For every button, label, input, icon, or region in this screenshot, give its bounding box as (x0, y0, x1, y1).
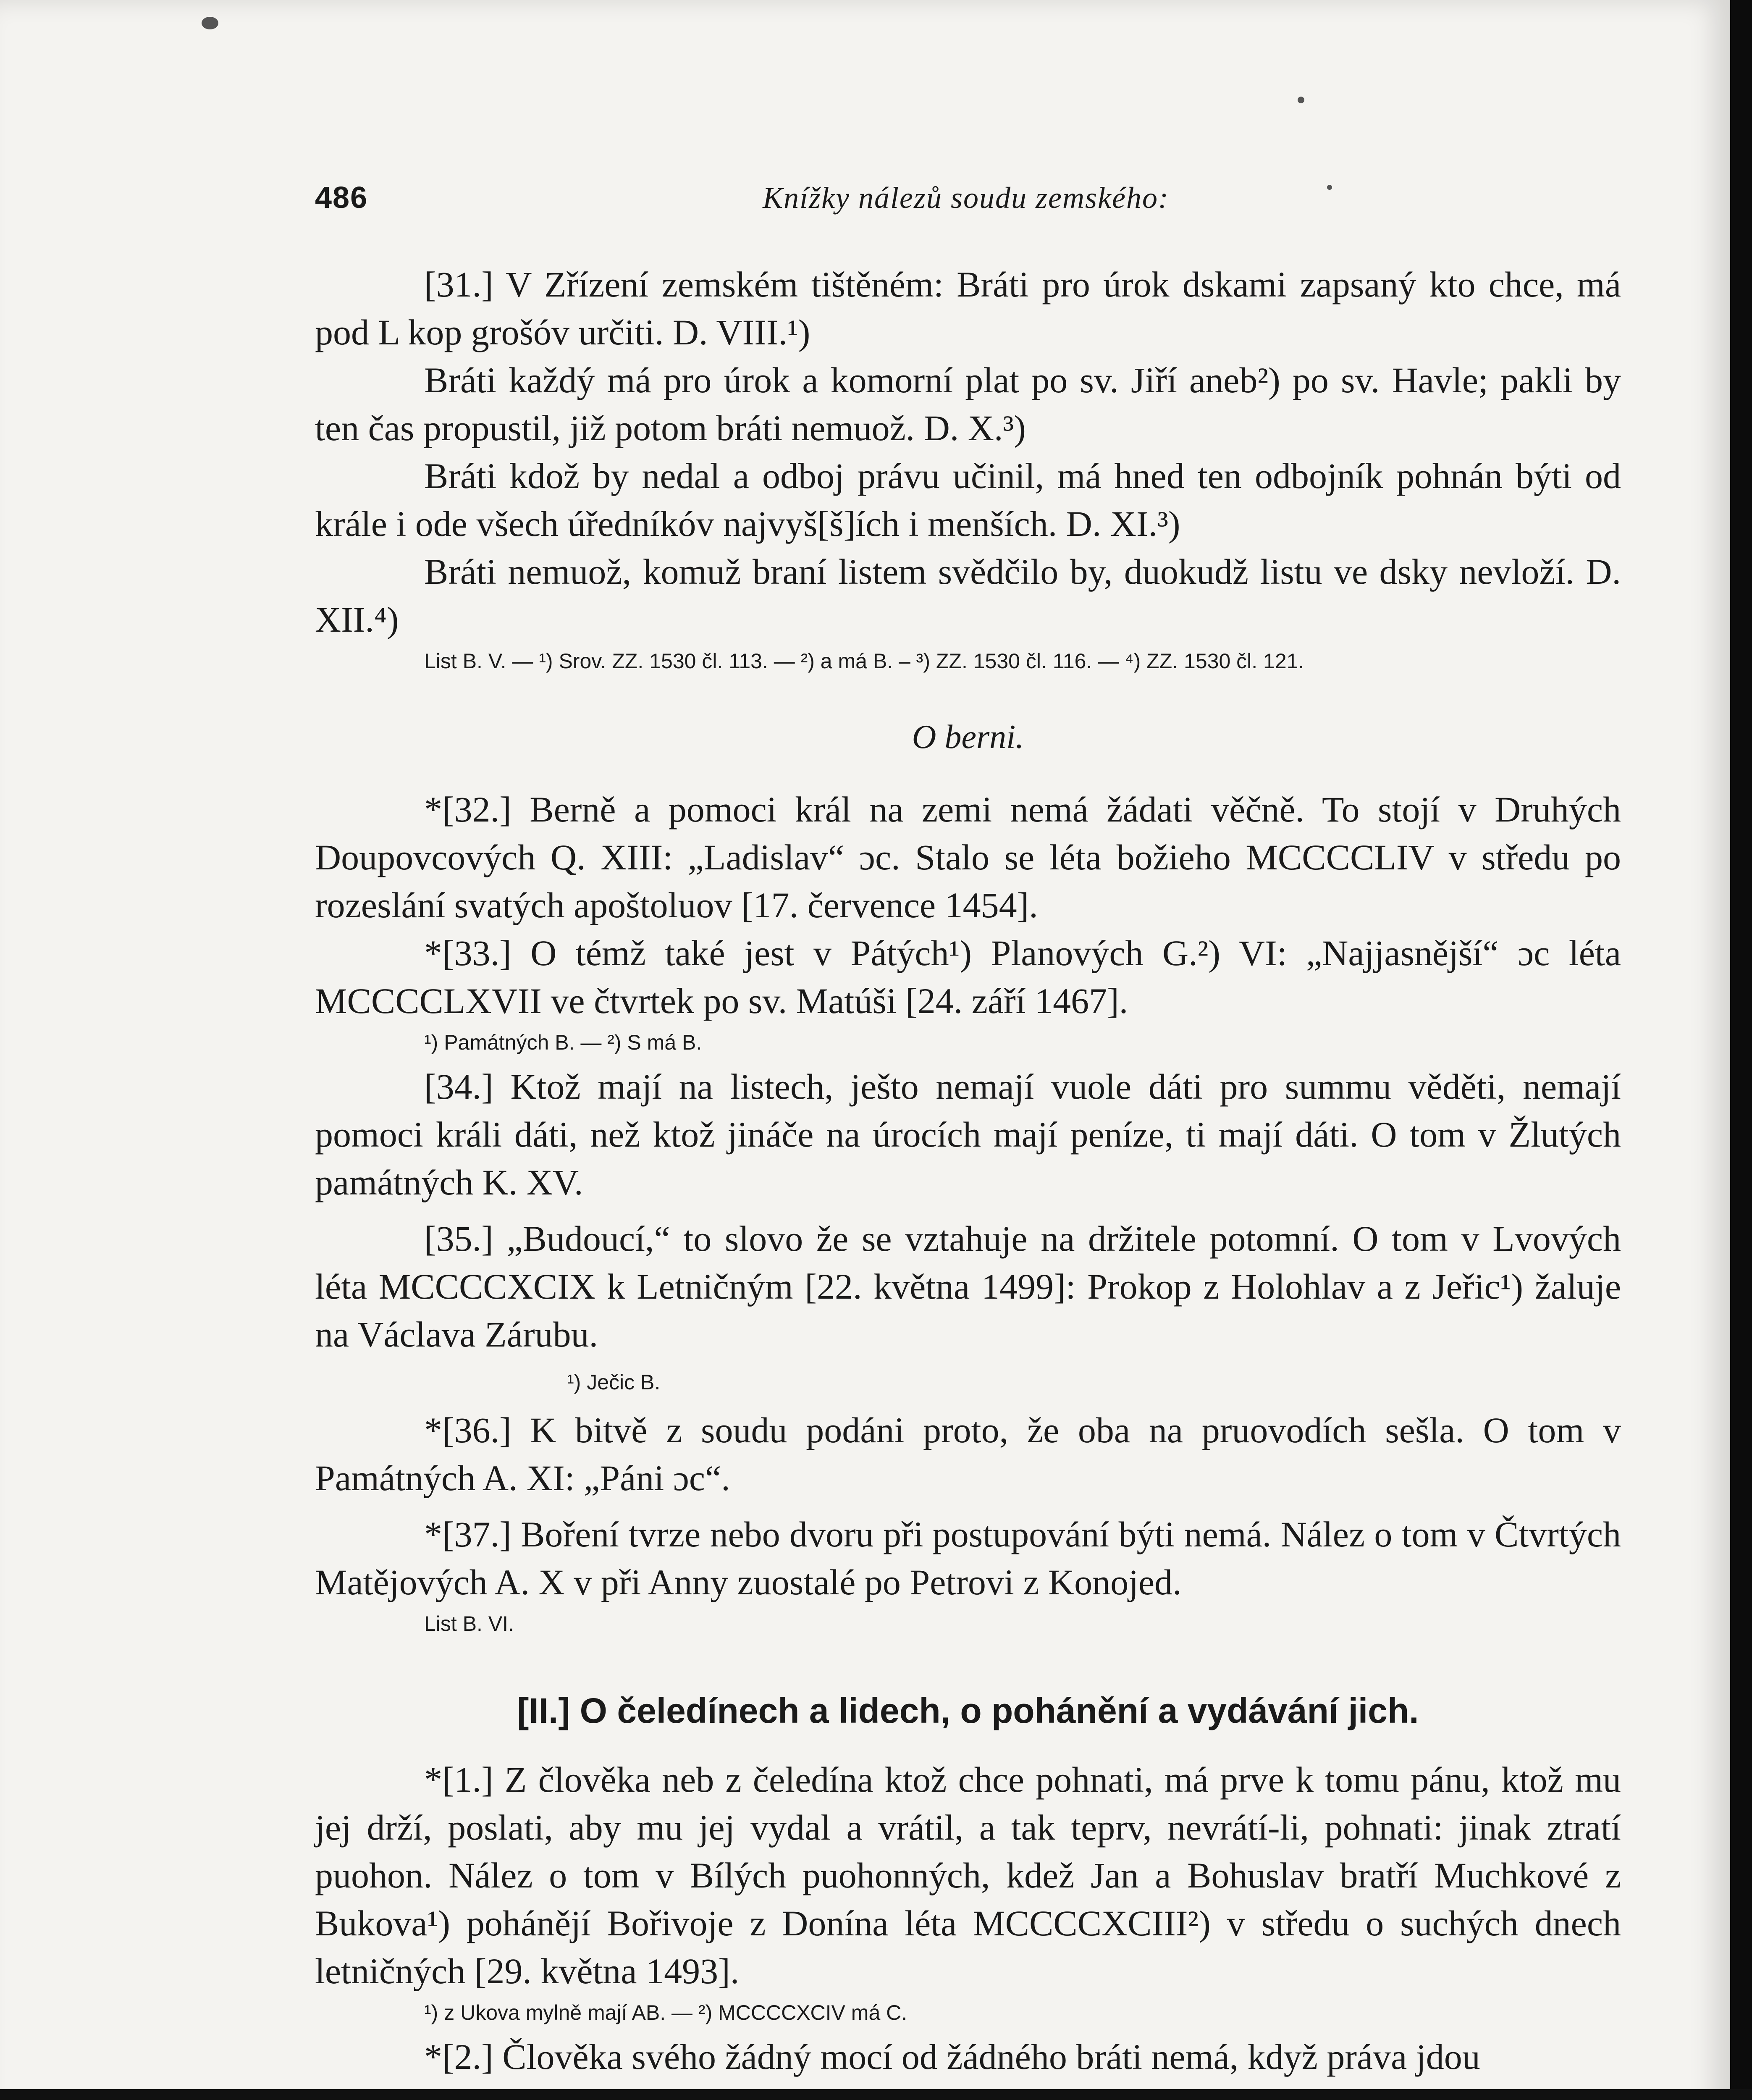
paragraph-33: *[33.] O témž také jest v Pátých¹) Planových G.²) VI: „Najjasnější“ ɔc léta MCCCCLXVII ve čtvrtek po sv. Matúši [24. září 1467]. (315, 933, 1621, 1021)
footnote-31: List B. V. — ¹) Srov. ZZ. 1530 čl. 113. — ²) a má B. – ³) ZZ. 1530 čl. 116. — ⁴) ZZ. 1530 čl. 121. (424, 649, 1304, 673)
footnote-35: ¹) Ječic B. (567, 1370, 661, 1394)
scan-border-right (1730, 0, 1752, 2100)
paragraph-31b: Bráti každý má pro úrok a komorní plat po sv. Jiří aneb²) po sv. Havle; pakli by ten čas propustil, již potom bráti nemuož. D. X.³) (315, 360, 1621, 448)
paragraph-31c: Bráti kdož by nedal a odboj právu učinil, má hned ten odbojník pohnán býti od krále i ode všech úředníkóv najvyš[š]ích i menších. D. XI.³) (315, 456, 1621, 544)
paragraph-c2: *[2.] Člověka svého žádný mocí od žádného bráti nemá, když práva jdou (424, 2037, 1480, 2077)
running-title: Knížky nálezů soudu zemského: (763, 181, 1169, 215)
paragraph-c1: *[1.] Z člověka neb z čeledína ktož chce pohnati, má prve k tomu pánu, ktož mu jej drží, poslati, aby mu jej vydal a vrátil, a tak teprv, nevrátí-li, pohnati: jinak ztratí puohon. Nález o tom v Bílých puohonných, kdež Jan a Bohuslav bratří Muchkové z Bukova¹) pohánějí Bořivoje z Donína léta MCCCCXCIII²) v středu o suchých dnech letničných [29. května 1493]. (315, 1759, 1621, 1991)
footnote-33: ¹) Památných B. — ²) S má B. (424, 1031, 702, 1054)
paragraph-34: [34.] Ktož mají na listech, ješto nemají vuole dáti pro summu věděti, nemají pomoci králi dáti, než ktož jináče na úrocích mají peníze, ti mají dáti. O tom v Žlutých památných K. XV. (315, 1066, 1621, 1202)
scan-speck (202, 17, 218, 29)
footnote-c1: ¹) z Ukova mylně mají AB. — ²) MCCCCXCIV má C. (424, 2001, 907, 2024)
paragraph-36: *[36.] K bitvě z soudu podáni proto, že oba na pruovodích sešla. O tom v Památných A. XI: „Páni ɔc“. (315, 1410, 1621, 1498)
paragraph-31d: Bráti nemuož, komuž braní listem svědčilo by, duokudž listu ve dsky nevloží. D. XII.⁴) (315, 551, 1621, 640)
footnote-37: List B. VI. (424, 1612, 514, 1635)
scan-border-bottom (0, 2089, 1752, 2100)
scan-speck (1298, 97, 1304, 103)
chapter-title: [II.] O čeledínech a lidech, o pohánění a vydávání jich. (517, 1691, 1419, 1730)
section-title-o-berni: O berni. (912, 719, 1024, 756)
page-number: 486 (315, 181, 368, 215)
paragraph-35: [35.] „Budoucí,“ to slovo že se vztahuje na držitele potomní. O tom v Lvových léta MCCCCXCIX k Letničným [22. května 1499]: Prokop z Holohlav a z Jeřic¹) žaluje na Václava Zárubu. (315, 1218, 1621, 1354)
paragraph-37: *[37.] Boření tvrze nebo dvoru při postupování býti nemá. Nález o tom v Čtvrtých Matějových A. X v při Anny zuostalé po Petrovi z Konojed. (315, 1514, 1621, 1602)
paragraph-31a: [31.] V Zřízení zemském tištěném: Bráti pro úrok dskami zapsaný kto chce, má pod L kop grošóv určiti. D. VIII.¹) (315, 264, 1621, 352)
page-body (315, 260, 1621, 2081)
page-header (315, 181, 1617, 231)
paragraph-32: *[32.] Berně a pomoci král na zemi nemá žádati věčně. To stojí v Druhých Doupovcových Q. XIII: „Ladislav“ ɔc. Stalo se léta božieho MCCCCLIV v středu po rozeslání svatých apoštoluov [17. července 1454]. (315, 789, 1621, 925)
